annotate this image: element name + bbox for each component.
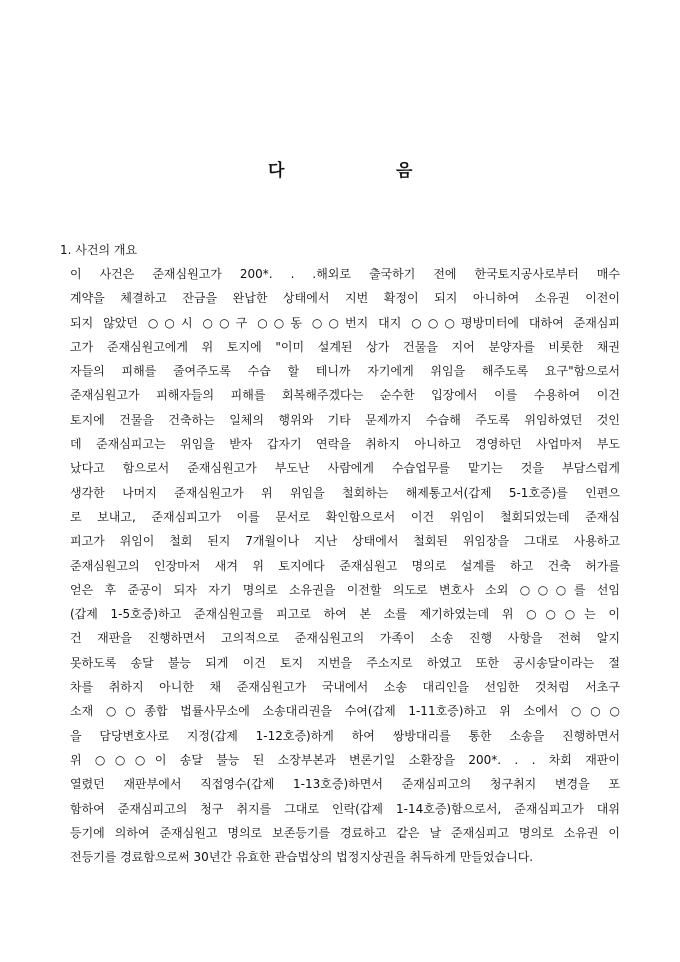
body-line: 데 준재심피고는 위임을 받자 갑자기 연락을 취하지 아니하고 경영하던 사업마저 부도 [70,437,620,452]
body-line: 생각한 나머지 준재심원고가 위 위임을 철회하는 해제통고서(갑제 5-1호증)를 인편으 [70,485,620,500]
title-char-1: 다 [268,161,285,181]
body-line: 열렸던 재판부에서 직접영수(갑제 1-13호증)하면서 준재심피고의 청구취지 변경을 포 [70,777,620,792]
body-line: 이 사건은 준재심원고가 200*. . .해외로 출국하기 전에 한국토지공사로부터 매수 [70,267,620,281]
section-heading: 1. 사건의 개요 [60,243,138,257]
body-line: 토지에 건물을 건축하는 일체의 행위와 기타 문제까지 수습해 주도록 위임하였던 것인 [70,412,620,427]
body-line: (갑제 1-5호증)하고 준재심원고를 피고로 하여 본 소를 제기하였는데 위 ○○○는 이 [70,607,620,622]
body-line: 계약을 체결하고 잔금을 완납한 상태에서 지번 확정이 되지 아니하여 소유권 이전이 [70,291,620,306]
body-line: 자들의 피해를 줄여주도록 수습 할 테니까 자기에게 위임을 해주도록 요구"함으로서 [70,364,620,379]
body-line: 위 ○○○이 송달 불능 된 소장부본과 변론기일 소환장을 200*. . . 차회 재판이 [70,752,620,767]
body-line: 을 담당변호사로 지정(갑제 1-12호증)하게 하여 쌍방대리를 통한 소송을 진행하면서 [70,728,620,743]
document-title [0,156,680,186]
body-line: 함하여 준재심피고의 청구 취지를 그대로 인락(갑제 1-14호증)함으로서, 준재심피고가 대위 [70,801,620,816]
title-char-2: 음 [396,161,413,181]
body-line: 얻은 후 준공이 되자 자기 명의로 소유권을 이전할 의도로 변호사 소외 ○○○를 선임 [70,582,620,597]
body-line: 준재심원고의 인장마저 새겨 위 토지에다 준재심원고 명의로 설계를 하고 건축 허가를 [70,558,620,573]
body-line: 로 보내고, 준재심피고가 이를 문서로 확인함으로서 이건 위임이 철회되었는데 준재심 [70,509,620,524]
body-line: 고가 준재심원고에게 위 토지에 "이미 설계된 상가 건물을 지어 분양자를 비롯한 채권 [70,339,620,354]
body-line: 건 재판을 진행하면서 고의적으로 준재심원고의 가족이 소송 진행 사항을 전혀 알지 [70,631,620,646]
section-body [70,266,620,873]
body-line: 못하도록 송달 불능 되게 이건 토지 지번을 주소지로 하였고 또한 공시송달이라는 절 [70,655,620,670]
body-line: 차를 취하지 아니한 채 준재심원고가 국내에서 소송 대리인을 선임한 것처럼 서초구 [70,680,620,695]
body-line: 등기에 의하여 준재심원고 명의로 보존등기를 경료하고 같은 날 준재심피고 명의로 소유권 이 [70,825,620,840]
body-line: 되지 않았던 ○○시 ○○구 ○○동 ○○번지 대지 ○○○평방미터에 대하여 준재심피 [70,315,620,330]
body-line: 났다고 함으로서 준재심원고가 부도난 사람에게 수습업무를 맡기는 것을 부담스럽게 [70,461,620,476]
body-line: 준재심원고가 피해자들의 피해를 회복해주겠다는 순수한 입장에서 이를 수용하여 이건 [70,388,620,403]
body-line-last: 전등기를 경료함으로써 30년간 유효한 관습법상의 법정지상권을 취득하게 만들었습니다. [70,850,534,865]
body-line: 소재 ○○종합 법률사무소에 소송대리권을 수여(갑제 1-11호증)하고 위 소에서 ○○○ [70,704,620,719]
body-line: 피고가 위임이 철회 된지 7개월이나 지난 상태에서 철회된 위임장을 그대로 사용하고 [70,534,620,549]
